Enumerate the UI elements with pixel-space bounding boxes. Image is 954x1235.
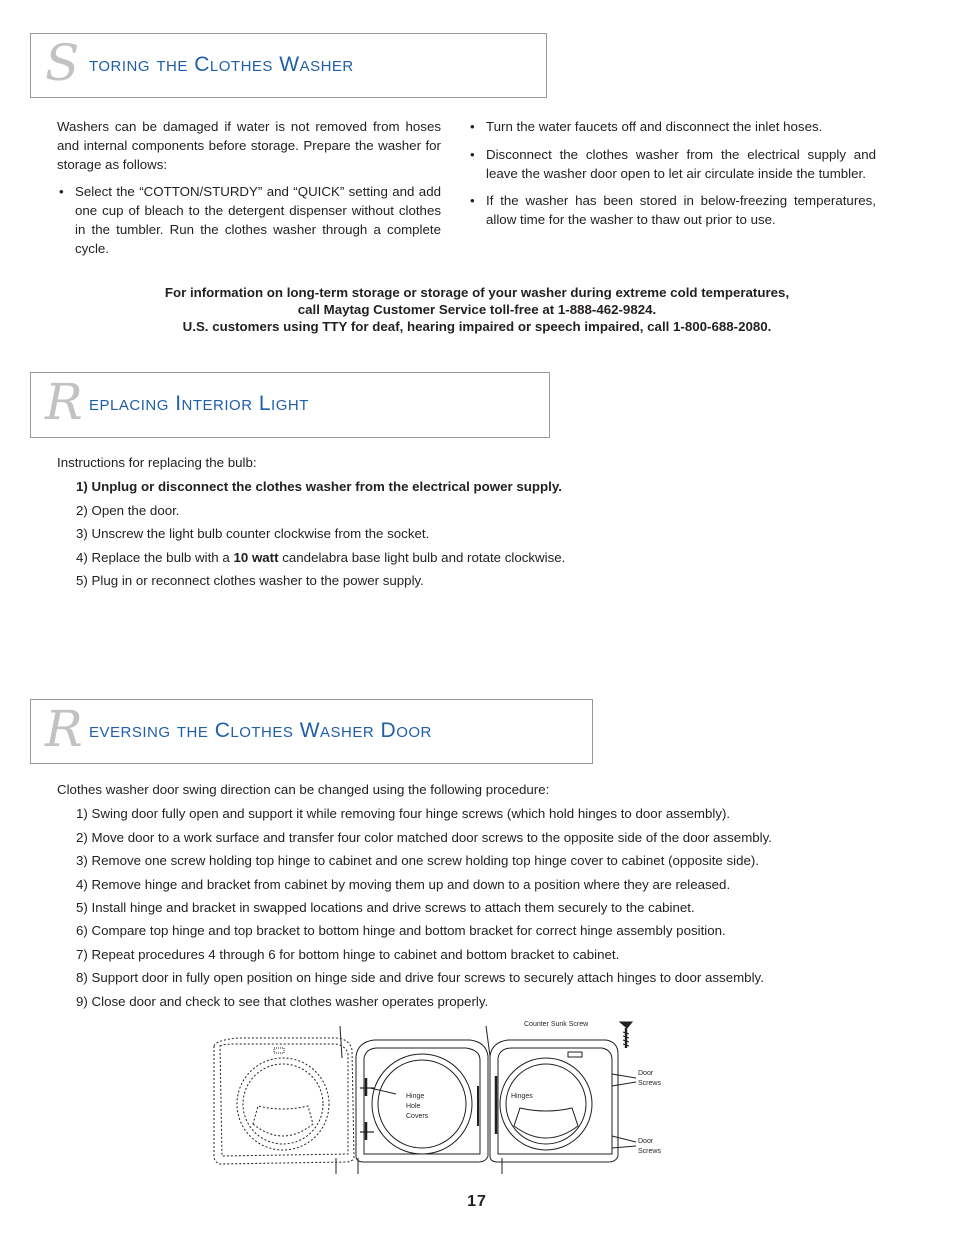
section-header-light bbox=[30, 372, 550, 438]
door-screws-label: Door bbox=[638, 1138, 654, 1145]
storing-left-column bbox=[57, 118, 441, 259]
door-screws-label: Screws bbox=[638, 1080, 661, 1087]
section-title: eplacing Interior Light bbox=[89, 392, 309, 415]
door-steps bbox=[57, 804, 897, 1015]
section-initial: R bbox=[45, 700, 83, 758]
step4-text-end: candelabra base light bulb and rotate clockwise. bbox=[278, 549, 566, 565]
wattage: 10 watt bbox=[233, 549, 279, 565]
washer-door-illustration bbox=[208, 1016, 678, 1176]
list-item: 5) Install hinge and bracket in swapped locations and drive screws to attach them securely to the cabinet. bbox=[76, 899, 695, 915]
storage-notice bbox=[60, 284, 894, 335]
section-header-storing bbox=[30, 33, 547, 98]
washer-door-detached bbox=[486, 1026, 636, 1174]
section-initial: R bbox=[45, 373, 83, 431]
light-instructions bbox=[57, 454, 887, 594]
list-item: 8) Support door in fully open position on hinge side and drive four screws to securely attach hinges to door assembly. bbox=[76, 970, 764, 986]
screw-icon bbox=[620, 1022, 632, 1048]
page-number: 17 bbox=[467, 1193, 487, 1210]
list-item: 2) Open the door. bbox=[76, 502, 180, 518]
list-item: • If the washer has been stored in below-freezing temperatures, allow time for the washer to thaw out prior to use. bbox=[468, 192, 876, 230]
light-steps bbox=[57, 477, 887, 594]
section-initial: S bbox=[45, 34, 80, 92]
list-item: 3) Unscrew the light bulb counter clockwise from the socket. bbox=[76, 526, 430, 542]
list-item: 1) Unplug or disconnect the clothes washer from the electrical power supply. bbox=[76, 479, 562, 495]
hinge-hole-covers-label: Hinge bbox=[406, 1093, 425, 1100]
list-item: • Select the “COTTON/STURDY” and “QUICK” setting and add one cup of bleach to the detergent dispenser without clothes in the tumbler. Run the clothes washer through a complete cycle. bbox=[57, 183, 441, 258]
light-intro: Instructions for replacing the bulb: bbox=[57, 455, 257, 470]
notice-line: U.S. customers using TTY for deaf, hearing impaired or speech impaired, call 1-800-688-2080. bbox=[182, 319, 772, 334]
list-item: • Disconnect the clothes washer from the electrical supply and leave the washer door open to let air circulate inside the tumbler. bbox=[468, 146, 876, 184]
storing-left-bullets bbox=[57, 183, 441, 258]
door-reversal-diagram bbox=[208, 1016, 678, 1181]
list-item: 4) Remove hinge and bracket from cabinet by moving them up and down to a position where they are released. bbox=[76, 876, 731, 892]
list-item: 3) Remove one screw holding top hinge to cabinet and one screw holding top hinge cover to cabinet (opposite side). bbox=[76, 853, 759, 869]
section-title: toring the Clothes Washer bbox=[89, 53, 354, 76]
list-item: 9) Close door and check to see that clothes washer operates properly. bbox=[76, 993, 489, 1009]
list-item: • Turn the water faucets off and disconnect the inlet hoses. bbox=[468, 118, 876, 137]
notice-line: call Maytag Customer Service toll-free at 1-888-462-9824. bbox=[297, 302, 657, 317]
door-instructions bbox=[57, 781, 897, 1015]
washer-cabinet-open bbox=[356, 1040, 488, 1174]
list-item: 2) Move door to a work surface and transfer four color matched door screws to the opposite side of the door assembly. bbox=[76, 829, 772, 845]
list-item bbox=[76, 548, 887, 571]
door-intro: Clothes washer door swing direction can be changed using the following procedure: bbox=[57, 782, 550, 797]
list-item: 7) Repeat procedures 4 through 6 for bottom hinge to cabinet and bottom bracket to cabinet. bbox=[76, 946, 620, 962]
storing-right-column bbox=[468, 118, 876, 230]
door-screws-label: Screws bbox=[638, 1148, 661, 1155]
notice-line: For information on long-term storage or storage of your washer during extreme cold temperatures, bbox=[164, 285, 790, 300]
storing-right-bullets bbox=[468, 118, 876, 230]
list-item: 6) Compare top hinge and top bracket to bottom hinge and bottom bracket for correct hinge assembly position. bbox=[76, 923, 726, 939]
section-header-door bbox=[30, 699, 593, 764]
hinge-hole-covers-label: Covers bbox=[406, 1113, 429, 1120]
counter-sunk-screw-label: Counter Sunk Screw bbox=[524, 1021, 589, 1028]
storing-intro: Washers can be damaged if water is not removed from hoses and internal components before storage. Prepare the washer for storage as follows: bbox=[57, 119, 441, 172]
hinge-hole-covers-label: Hole bbox=[406, 1103, 421, 1110]
step4-text: 4) Replace the bulb with a bbox=[76, 549, 234, 565]
door-screws-label: Door bbox=[638, 1070, 654, 1077]
list-item: 5) Plug in or reconnect clothes washer to the power supply. bbox=[76, 572, 424, 588]
hinges-label: Hinges bbox=[511, 1093, 533, 1100]
section-title: eversing the Clothes Washer Door bbox=[89, 719, 432, 742]
washer-closed-door bbox=[214, 1026, 354, 1174]
list-item: 1) Swing door fully open and support it while removing four hinge screws (which hold hinges to door assembly). bbox=[76, 806, 731, 822]
